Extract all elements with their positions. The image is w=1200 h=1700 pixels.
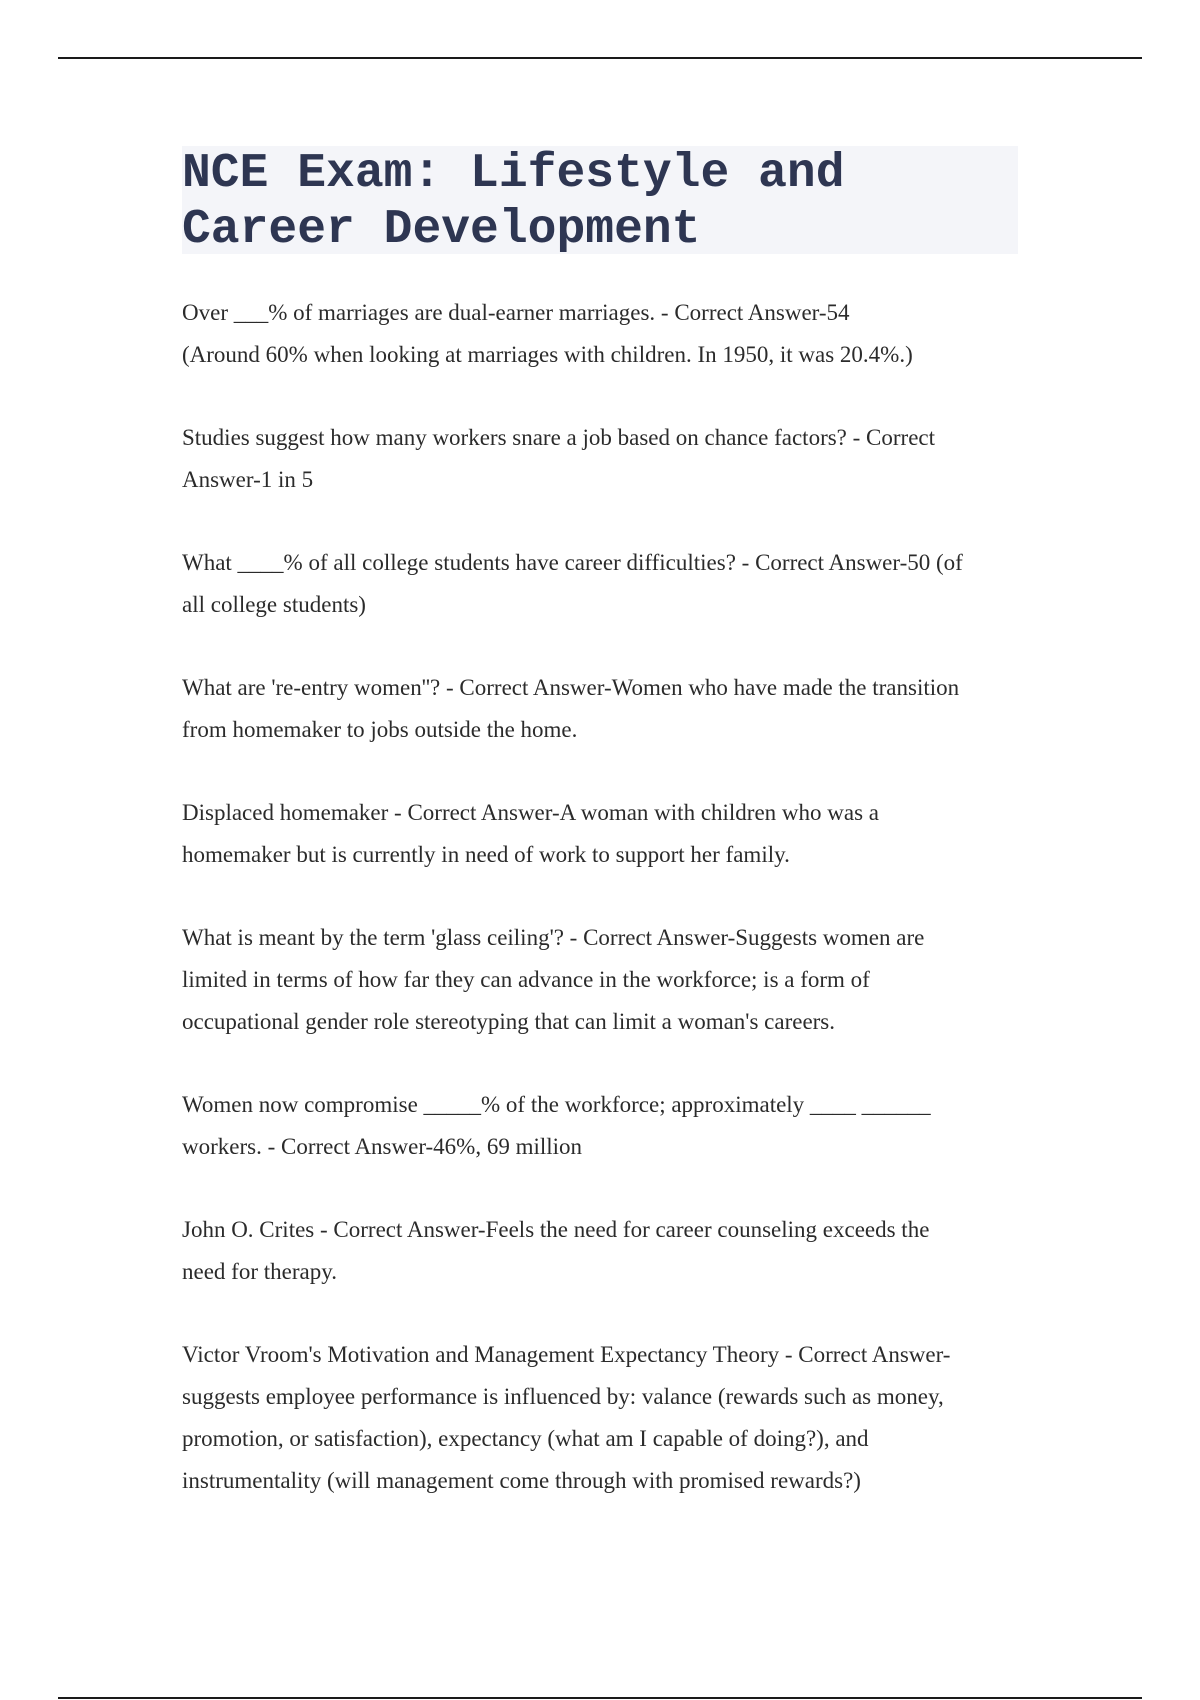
bottom-divider [58,1697,1142,1699]
qa-item-dual-earner: Over ___% of marriages are dual-earner marriages. - Correct Answer-54 (Around 60% when looking at marriages with children. In 1950, it was 20.4%.) [182,300,913,367]
title-banner [182,146,1018,257]
qa-item-displaced-homemaker: Displaced homemaker - Correct Answer-A woman with children who was a homemaker but is currently in need of work to support her family. [182,800,880,867]
qa-item-chance-factors: Studies suggest how many workers snare a job based on chance factors? - Correct Answer-1 in 5 [182,425,936,492]
document-title: NCE Exam: Lifestyle and Career Development [182,147,845,257]
qa-item-vroom-theory: Victor Vroom's Motivation and Management Expectancy Theory - Correct Answer- suggests employee performance is influenced by: valance (rewards such as money, promotion, or satisfaction), expectancy (what am I capable of doing?), and instrumentality (will management come through with promised rewards?) [182,1342,951,1493]
qa-list [182,292,1018,1502]
top-divider [58,57,1142,59]
qa-item-women-workforce: Women now compromise _____% of the workforce; approximately ____ ______ workers. - Correct Answer-46%, 69 million [182,1092,931,1159]
qa-item-john-crites: John O. Crites - Correct Answer-Feels the need for career counseling exceeds the need for therapy. [182,1217,930,1284]
qa-item-glass-ceiling: What is meant by the term 'glass ceiling'? - Correct Answer-Suggests women are limited in terms of how far they can advance in the workforce; is a form of occupational gender role stereotyping that can limit a woman's careers. [182,925,925,1034]
document-body [182,146,1018,1543]
qa-item-reentry-women: What are 're-entry women''? - Correct Answer-Women who have made the transition from homemaker to jobs outside the home. [182,675,960,742]
qa-item-college-students: What ____% of all college students have career difficulties? - Correct Answer-50 (of all college students) [182,550,963,617]
